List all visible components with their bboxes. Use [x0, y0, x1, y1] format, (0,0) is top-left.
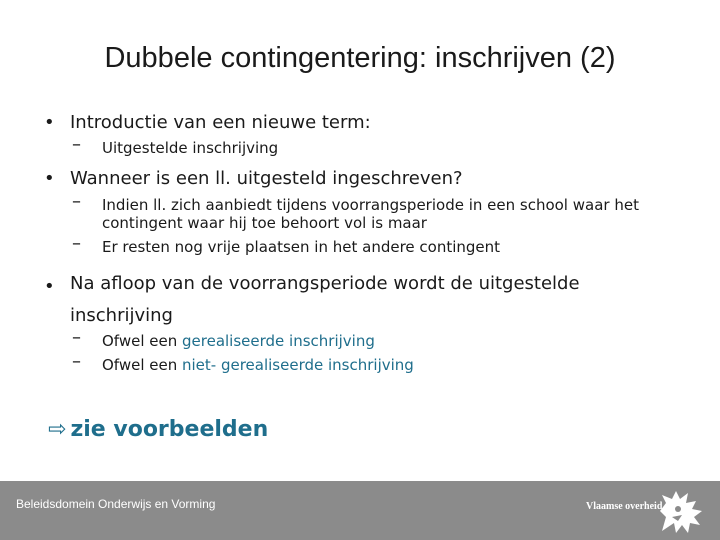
sub-item-2-2	[72, 233, 662, 256]
bullet-marker: •	[44, 276, 55, 297]
sub-item-1-1	[72, 134, 662, 157]
footer-department: Beleidsdomein Onderwijs en Vorming	[16, 497, 216, 511]
dash-marker: –	[72, 327, 81, 348]
sub-item-2-1	[72, 191, 662, 232]
bullet-text: Introductie van een nieuwe term:	[70, 112, 371, 133]
sub-text: Er resten nog vrije plaatsen in het andere contingent	[102, 238, 501, 256]
bullet-item-3	[44, 268, 600, 332]
sub-item-3-1	[72, 327, 662, 350]
dash-marker: –	[72, 351, 81, 372]
slide-title: Dubbele contingentering: inschrijven (2)	[104, 42, 616, 74]
sub-item-3-2	[72, 351, 662, 374]
flemish-lion-icon	[652, 487, 710, 535]
sub-text-highlight: niet- gerealiseerde inschrijving	[182, 356, 414, 374]
right-arrow-icon: ⇨	[48, 417, 67, 442]
sub-text-prefix: Ofwel een	[102, 332, 182, 350]
dash-marker: –	[72, 134, 81, 155]
bullet-item-1	[44, 110, 371, 136]
bullet-text: Wanneer is een ll. uitgesteld ingeschreven?	[70, 168, 463, 189]
bullet-marker: •	[44, 112, 55, 133]
footer-brand: Vlaamse overheid	[586, 501, 663, 512]
sub-text-prefix: Ofwel een	[102, 356, 182, 374]
dash-marker: –	[72, 191, 81, 212]
sub-text-highlight: gerealiseerde inschrijving	[182, 332, 375, 350]
bullet-marker: •	[44, 168, 55, 189]
examples-link[interactable]	[48, 417, 268, 442]
bullet-item-2	[44, 166, 463, 192]
sub-text: Indien ll. zich aanbiedt tijdens voorrangsperiode in een school waar het contingent waar hij toe behoort vol is maar	[102, 196, 639, 232]
bullet-text: Na afloop van de voorrangsperiode wordt de uitgestelde inschrijving	[70, 273, 580, 326]
sub-text: Uitgestelde inschrijving	[102, 139, 279, 157]
footer-bar	[0, 481, 720, 540]
dash-marker: –	[72, 233, 81, 254]
examples-link-text: zie voorbeelden	[70, 417, 269, 442]
